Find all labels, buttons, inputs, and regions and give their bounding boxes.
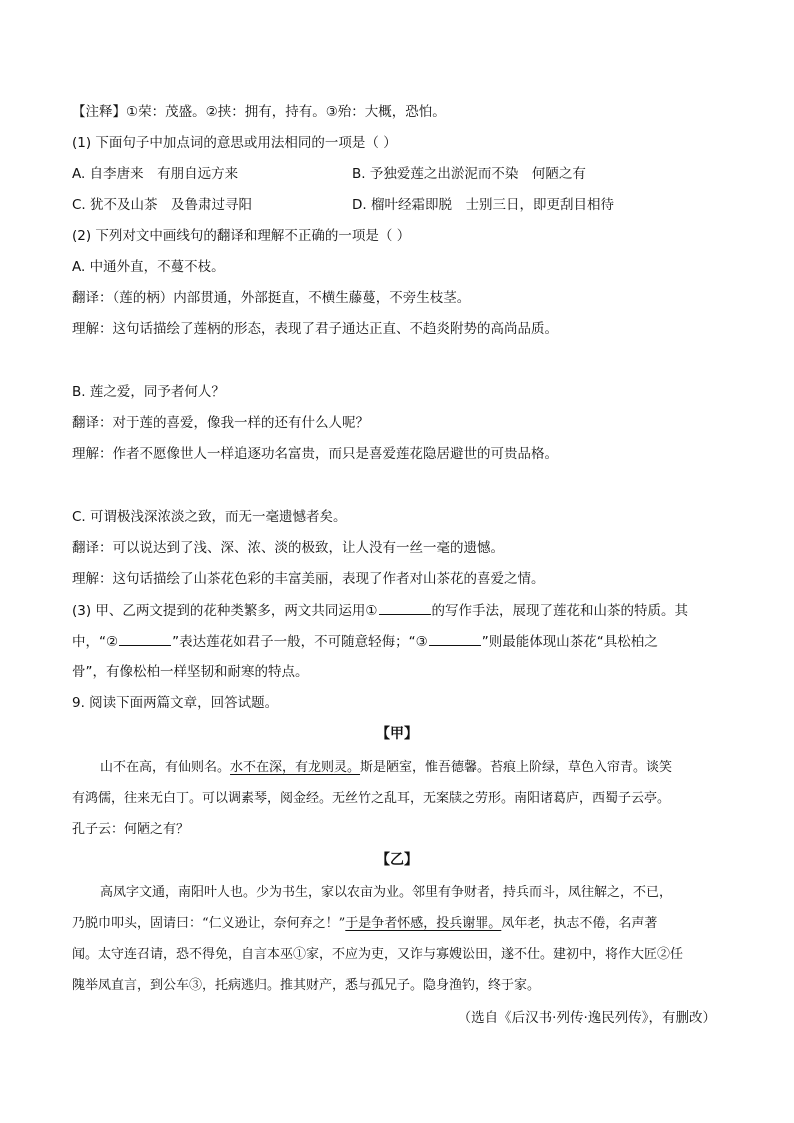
question-1-option-d: D. 榴叶经霜即脱 士别三日，即更刮目相待 xyxy=(352,197,614,213)
jia-line-1 xyxy=(100,758,672,778)
question-1-option-a: A. 自李唐来 有朋自远方来 xyxy=(72,166,239,182)
answer-blank-1[interactable] xyxy=(379,600,431,615)
question-1-option-c: C. 犹不及山茶 及鲁肃过寻阳 xyxy=(72,197,253,213)
jia-underlined-sentence: 水不在深，有龙则灵。 xyxy=(230,760,361,775)
yi-text-2b: 凤年老，执志不倦，名声著 xyxy=(501,916,658,931)
question-2-c-translation: 翻译：可以说达到了浅、深、浓、淡的极致，让人没有一丝一毫的遗憾。 xyxy=(72,540,504,556)
jia-title: 【甲】 xyxy=(376,726,418,742)
yi-text-2a: 乃脱巾叩头，固请曰：“仁义逊让，奈何弃之！” xyxy=(72,916,346,931)
jia-text-1b: 斯是陋室，惟吾德馨。苔痕上阶绿，草色入帘青。谈笑 xyxy=(360,760,673,775)
question-2-b-sentence: B. 莲之爱，同予者何人？ xyxy=(72,384,225,400)
yi-line-3: 闻。太守连召请，恐不得免，自言本巫①家，不应为吏，又诈与寡嫂讼田，遂不仕。建初中，将作大匠②任 xyxy=(72,947,684,962)
note-line: 【注释】①荣：茂盛。②挟：拥有，持有。③殆：大概，恐怕。 xyxy=(72,104,446,120)
source-citation: （选自《后汉书·列传·逸民列传》，有删改） xyxy=(457,1010,716,1026)
question-2-a-translation: 翻译：（莲的柄）内部贯通，外部挺直，不横生藤蔓，不旁生枝茎。 xyxy=(72,290,471,306)
jia-line-2: 有鸿儒，往来无白丁。可以调素琴，阅金经。无丝竹之乱耳，无案牍之劳形。南阳诸葛庐，西蜀子云亭。 xyxy=(72,791,671,806)
question-3-text-1: (3) 甲、乙两文提到的花种类繁多，两文共同运用① xyxy=(72,603,378,619)
question-2-a-understanding: 理解：这句话描绘了莲柄的形态，表现了君子通达正直、不趋炎附势的高尚品质。 xyxy=(72,321,558,337)
yi-line-1: 高凤字文通，南阳叶人也。少为书生，家以农亩为业。邻里有争财者，持兵而斗，凤往解之，不已， xyxy=(100,885,673,900)
answer-blank-2[interactable] xyxy=(119,631,171,646)
question-9-stem: 9. 阅读下面两篇文章，回答试题。 xyxy=(72,695,279,711)
answer-blank-3[interactable] xyxy=(429,631,481,646)
jia-line-3: 孔子云：何陋之有？ xyxy=(72,822,190,837)
question-3-text-3: 中，“② xyxy=(72,634,119,650)
jia-text-1a: 山不在高，有仙则名。 xyxy=(100,760,231,775)
question-2-c-understanding: 理解：这句话描绘了山茶花色彩的丰富美丽，表现了作者对山茶花的喜爱之情。 xyxy=(72,571,545,587)
question-3-line-1 xyxy=(72,600,688,621)
question-3-line-2 xyxy=(72,631,658,652)
yi-title: 【乙】 xyxy=(376,852,418,868)
question-2-a-sentence: A. 中通外直，不蔓不枝。 xyxy=(72,259,225,275)
question-2-b-translation: 翻译：对于莲的喜爱，像我一样的还有什么人呢？ xyxy=(72,415,369,431)
yi-line-2 xyxy=(72,914,657,934)
question-2-stem: (2) 下列对文中画线句的翻译和理解不正确的一项是（ ） xyxy=(72,228,411,244)
yi-underlined-sentence: 于是争者怀感，投兵谢罪。 xyxy=(345,916,502,931)
question-3-text-2: 的写作手法，展现了莲花和山茶的特质。其 xyxy=(431,603,689,619)
question-3-text-5: ”则最能体现山茶花“具松柏之 xyxy=(481,634,658,650)
question-2-c-sentence: C. 可谓极浅深浓淡之致，而无一毫遗憾者矣。 xyxy=(72,509,347,525)
question-1-stem: (1) 下面句子中加点词的意思或用法相同的一项是（ ） xyxy=(72,135,397,151)
yi-line-4: 隗举凤直言，到公车③，托病逃归。推其财产，悉与孤兄子。隐身渔钓，终于家。 xyxy=(72,978,541,993)
question-3-text-4: ”表达莲花如君子一般，不可随意轻侮；“③ xyxy=(172,634,428,650)
question-2-b-understanding: 理解：作者不愿像世人一样追逐功名富贵，而只是喜爱莲花隐居避世的可贵品格。 xyxy=(72,446,558,462)
question-3-line-3: 骨”，有像松柏一样坚韧和耐寒的特点。 xyxy=(72,664,309,680)
question-1-option-b: B. 予独爱莲之出淤泥而不染 何陋之有 xyxy=(352,166,586,182)
